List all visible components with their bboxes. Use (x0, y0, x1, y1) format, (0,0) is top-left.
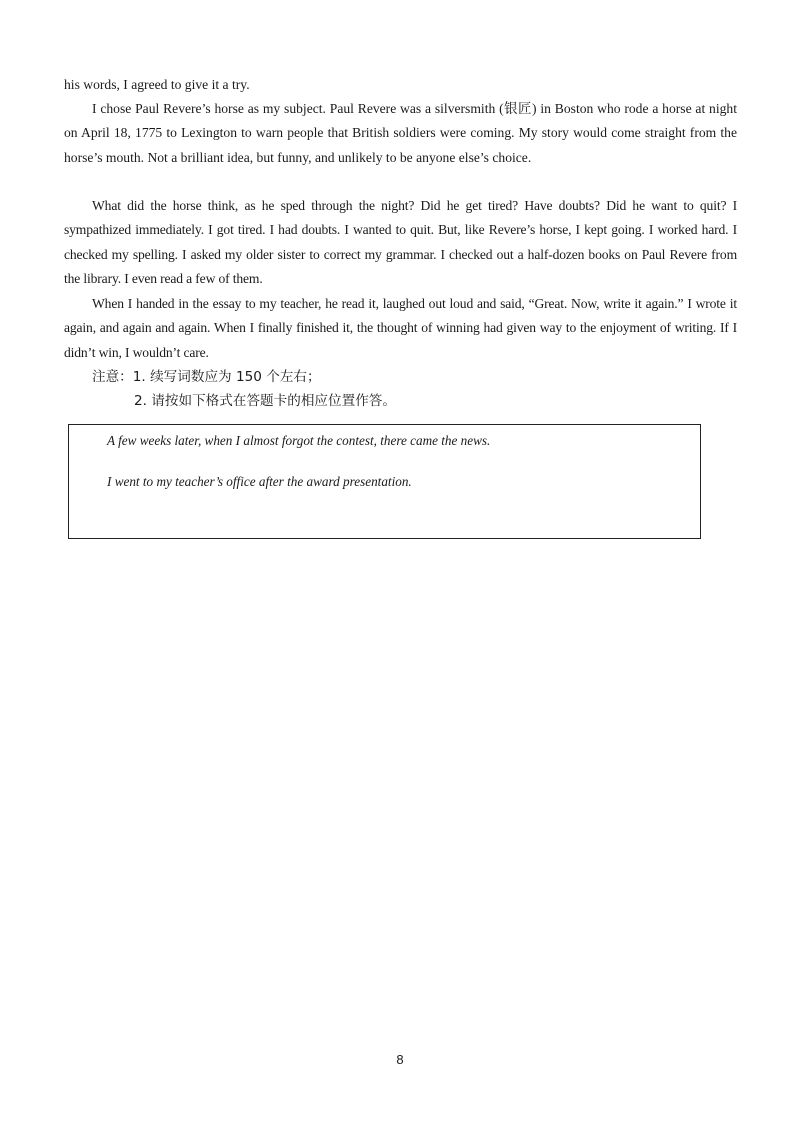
story-paragraph-1: his words, I agreed to give it a try. (64, 77, 250, 92)
page-number: 8 (396, 1052, 404, 1067)
continuation-prompt-2: I went to my teacher’s office after the award presentation. (107, 474, 412, 489)
story-paragraph-2: I chose Paul Revere’s horse as my subject. Paul Revere was a silversmith (银匠) in Boston who rode a horse at night on April 18, 1775 to Lexington to warn people that British soldiers were coming. My story would come straight from the horse’s mouth. Not a brilliant idea, but funny, and unlikely to be anyone else’s choice. (64, 101, 737, 165)
answer-box (68, 424, 701, 539)
note-item-2: 2. 请按如下格式在答题卡的相应位置作答。 (134, 393, 396, 409)
note-item-1: 注意：1. 续写词数应为 150 个左右； (92, 369, 321, 385)
story-paragraph-3: What did the horse think, as he sped through the night? Did he get tired? Have doubts? Did he want to quit? I sympathized immediately. I got tired. I had doubts. I wanted to quit. But, like Revere’s horse, I kept going. I worked hard. I checked my spelling. I asked my older sister to correct my grammar. I checked out a half-dozen books on Paul Revere from the library. I even read a few of them. (64, 198, 737, 287)
story-paragraph-4: When I handed in the essay to my teacher, he read it, laughed out loud and said, “Great. Now, write it again.” I wrote it again, and again and again. When I finally finished it, the thought of winning had given way to the enjoyment of writing. If I didn’t win, I wouldn’t care. (64, 296, 737, 360)
continuation-prompt-1: A few weeks later, when I almost forgot the contest, there came the news. (107, 433, 491, 448)
